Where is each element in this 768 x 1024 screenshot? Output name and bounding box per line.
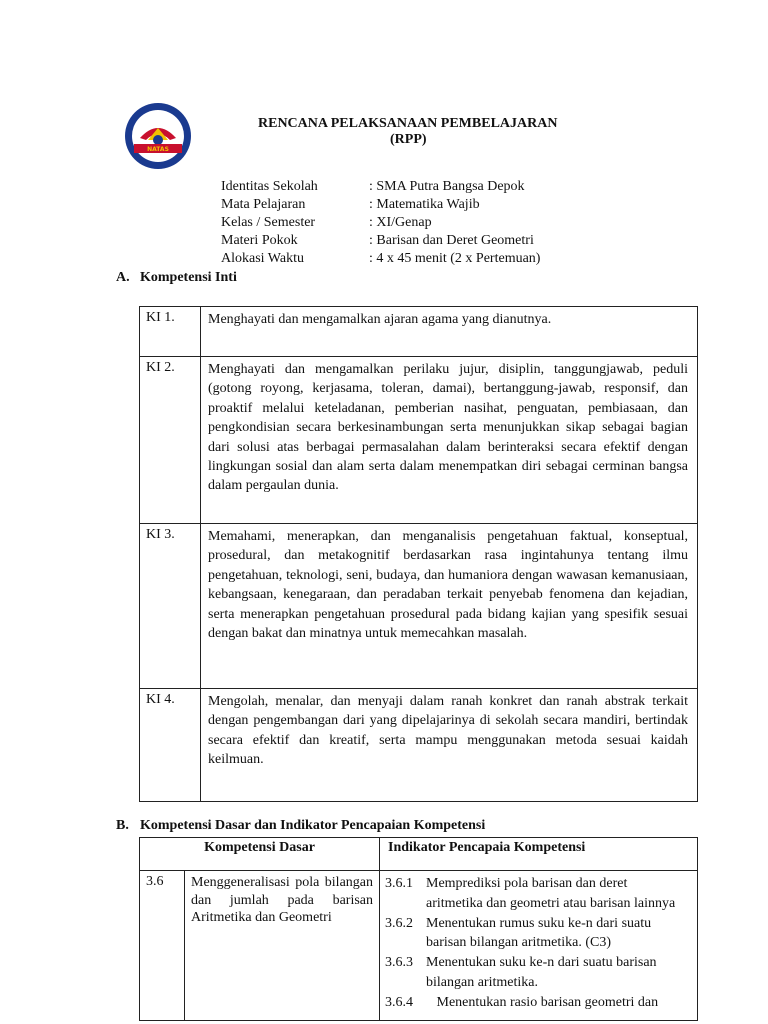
logo-banner-text: NATAS bbox=[147, 146, 169, 153]
identity-row bbox=[221, 250, 641, 268]
kd-indicators bbox=[380, 871, 698, 1021]
identity-value: : Barisan dan Deret Geometri bbox=[369, 233, 534, 248]
kd-header-row bbox=[140, 838, 698, 871]
indicator-line: Menentukan rasio barisan geometri dan bbox=[426, 994, 659, 1010]
section-b-letter: B. bbox=[116, 818, 129, 833]
kd-header-indicator: Indikator Pencapaia Kompetensi bbox=[380, 838, 698, 871]
indicator-line: Menentukan rumus suku ke-n dari suatu bbox=[426, 915, 652, 931]
identity-label: Kelas / Semester bbox=[221, 215, 316, 230]
kd-description: Menggeneralisasi pola bilangan dan jumlah pada barisan Aritmetika dan Geometri bbox=[185, 871, 380, 1021]
kd-row bbox=[140, 871, 698, 1021]
title-line-1: RENCANA PELAKSANAAN PEMBELAJARAN bbox=[258, 116, 558, 131]
indicator-number: 3.6.2 bbox=[385, 915, 413, 931]
identity-row bbox=[221, 178, 641, 196]
kd-header-kd: Kompetensi Dasar bbox=[140, 838, 380, 871]
identity-row bbox=[221, 196, 641, 214]
identity-value: : 4 x 45 menit (2 x Pertemuan) bbox=[369, 251, 541, 266]
ki-row bbox=[140, 689, 698, 802]
indicator-line: bilangan aritmetika. bbox=[426, 974, 538, 990]
identity-row bbox=[221, 232, 641, 250]
indicator-item bbox=[385, 914, 691, 954]
section-b-heading bbox=[116, 818, 485, 834]
ki-text: Mengolah, menalar, dan menyaji dalam ranah konkret dan ranah abstrak terkait dengan pengembangan dari yang dipelajarinya di sekolah secara mandiri, bertindak secara efektif dan kreatif, serta mampu menggunakan metoda sesuai kaidah keilmuan. bbox=[201, 689, 698, 802]
identity-block bbox=[221, 178, 641, 268]
indicator-item bbox=[385, 993, 691, 1013]
ki-code: KI 2. bbox=[140, 357, 201, 524]
indicator-number: 3.6.1 bbox=[385, 876, 413, 891]
ki-row bbox=[140, 307, 698, 357]
identity-value: : Matematika Wajib bbox=[369, 197, 480, 212]
identity-label: Alokasi Waktu bbox=[221, 251, 304, 266]
school-logo bbox=[118, 100, 196, 172]
indicator-line: Memprediksi pola barisan dan deret bbox=[426, 876, 628, 891]
section-a-heading bbox=[116, 270, 237, 286]
logo-center-dot bbox=[153, 135, 163, 145]
identity-value: : SMA Putra Bangsa Depok bbox=[369, 179, 525, 194]
indicator-line: barisan bilangan aritmetika. (C3) bbox=[426, 935, 612, 951]
ki-text: Menghayati dan mengamalkan ajaran agama yang dianutnya. bbox=[201, 307, 698, 357]
identity-row bbox=[221, 214, 641, 232]
identity-label: Mata Pelajaran bbox=[221, 197, 306, 212]
kd-number: 3.6 bbox=[140, 871, 185, 1021]
section-b-title: Kompetensi Dasar dan Indikator Pencapaian Kompetensi bbox=[140, 818, 486, 833]
ki-code: KI 4. bbox=[140, 689, 201, 802]
indicator-item bbox=[385, 874, 691, 914]
identity-value: : XI/Genap bbox=[369, 215, 432, 230]
indicator-number: 3.6.4 bbox=[385, 994, 413, 1010]
section-a-letter: A. bbox=[116, 270, 130, 285]
identity-label: Identitas Sekolah bbox=[221, 179, 318, 194]
ki-code: KI 3. bbox=[140, 524, 201, 689]
indicator-line: Menentukan suku ke-n dari suatu barisan bbox=[426, 955, 657, 971]
kompetensi-dasar-table bbox=[139, 837, 698, 1021]
kompetensi-inti-table bbox=[139, 306, 698, 802]
section-a-title: Kompetensi Inti bbox=[140, 270, 237, 285]
title-line-2: (RPP) bbox=[390, 132, 427, 147]
indicator-number: 3.6.3 bbox=[385, 955, 413, 971]
identity-label: Materi Pokok bbox=[221, 233, 298, 248]
ki-text: Memahami, menerapkan, dan menganalisis pengetahuan faktual, konseptual, prosedural, dan metakognitif berdasarkan rasa ingintahunya tentang ilmu pengetahuan, teknologi, seni, budaya, dan humaniora dengan wawasan kemanusiaan, kebangsaan, kenegaraan, dan peradaban terkait penyebab fenomena dan kejadian, serta menerapkan pengetahuan prosedural pada bidang kajian yang spesifik sesuai dengan bakat dan minatnya untuk memecahkan masalah. bbox=[201, 524, 698, 689]
ki-code: KI 1. bbox=[140, 307, 201, 357]
indicator-line: aritmetika dan geometri atau barisan lainnya bbox=[426, 895, 676, 911]
ki-row bbox=[140, 524, 698, 689]
ki-row bbox=[140, 357, 698, 524]
indicator-item bbox=[385, 953, 691, 993]
ki-text: Menghayati dan mengamalkan perilaku jujur, disiplin, tanggungjawab, peduli (gotong royong, kerjasama, toleran, damai), bertanggung-jawab, responsif, dan proaktif melalui keteladanan, pemberian nasihat, penguatan, pembiasaan, dan pengkondisian secara berkesinambungan serta menunjukkan sikap sebagai bagian dari solusi atas berbagai permasalahan dalam berinteraksi secara efektif dengan lingkungan sosial dan alam serta dalam menempatkan diri sebagai cerminan bangsa dalam pergaulan dunia. bbox=[201, 357, 698, 524]
